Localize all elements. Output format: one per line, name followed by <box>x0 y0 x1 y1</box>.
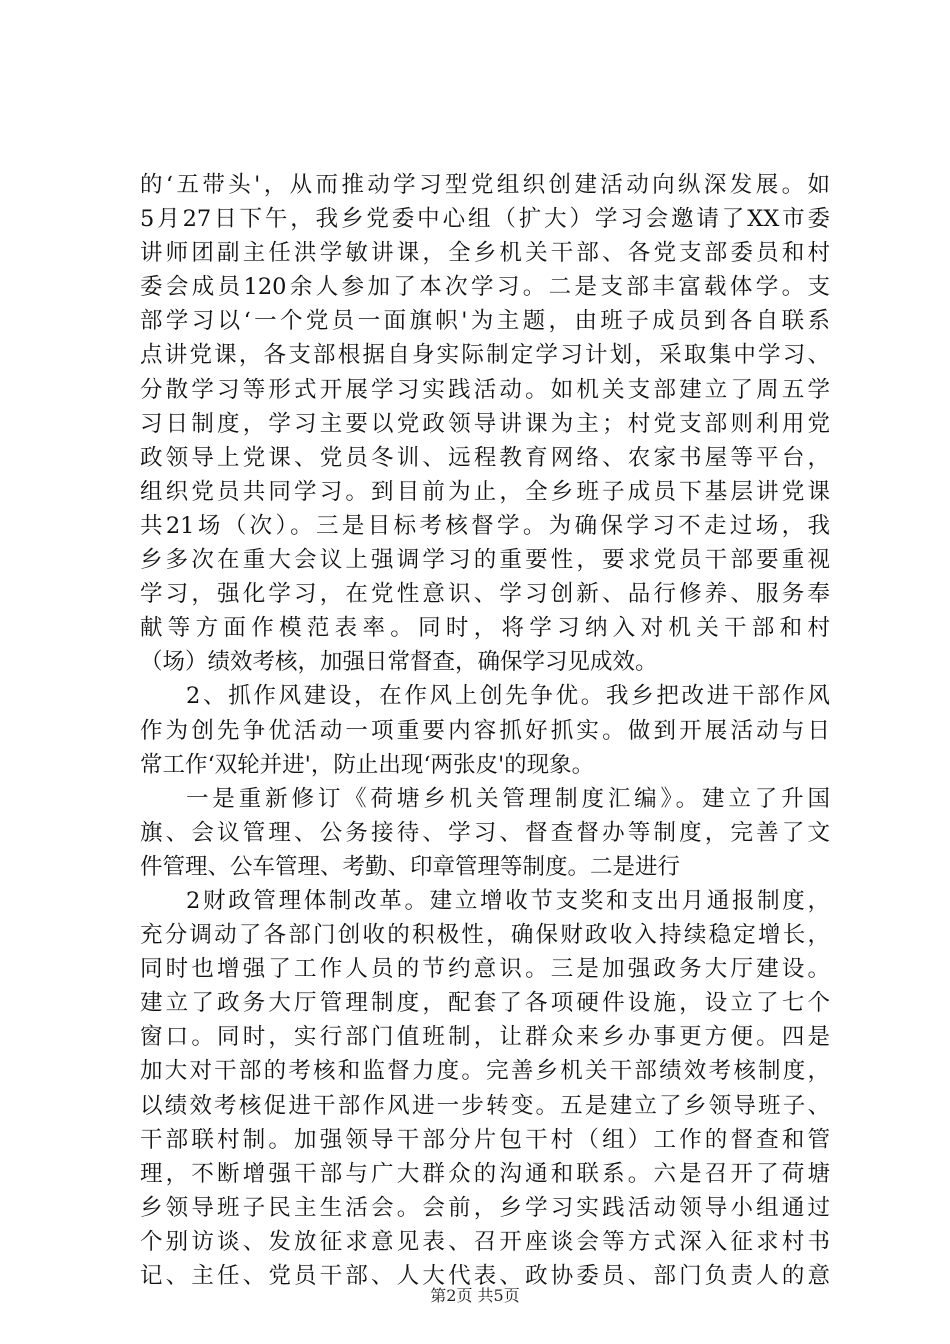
text-line: 一是重新修订《荷塘乡机关管理制度汇编》。建立了升国 <box>186 785 830 812</box>
text-line: 部学习以‘一个党员一面旗帜'为主题，由班子成员到各自联系 <box>140 308 830 335</box>
text-line: 共21场（次）。三是目标考核督学。为确保学习不走过场，我 <box>140 512 830 539</box>
body-text <box>140 168 830 1293</box>
text-line: 件管理、公车管理、考勤、印章管理等制度。二是进行 <box>140 853 681 880</box>
text-line: 充分调动了各部门创收的积极性，确保财政收入持续稳定增长， <box>140 922 830 949</box>
text-line: 习日制度，学习主要以党政领导讲课为主；村党支部则利用党 <box>140 410 830 437</box>
page-number-footer: 第2页 共5页 <box>430 1286 520 1305</box>
text-line: 点讲党课，各支部根据自身实际制定学习计划，采取集中学习、 <box>140 342 830 369</box>
text-line: 以绩效考核促进干部作风进一步转变。五是建立了乡领导班子、 <box>140 1092 830 1119</box>
text-line: 的‘五带头'，从而推动学习型党组织创建活动向纵深发展。如 <box>140 172 830 198</box>
text-line: 同时也增强了工作人员的节约意识。三是加强政务大厅建设。 <box>140 956 830 983</box>
text-line: 常工作‘双轮并进'，防止出现‘两张皮'的现象。 <box>140 751 595 778</box>
text-line: 作为创先争优活动一项重要内容抓好抓实。做到开展活动与日 <box>140 717 830 744</box>
text-line: 2、抓作风建设，在作风上创先争优。我乡把改进干部作风 <box>186 683 830 710</box>
text-line: 旗、会议管理、公务接待、学习、督查督办等制度，完善了文 <box>140 819 830 846</box>
text-line: 讲师团副主任洪学敏讲课，全乡机关干部、各党支部委员和村 <box>140 240 830 267</box>
text-line: 建立了政务大厅管理制度，配套了各项硬件设施，设立了七个 <box>140 990 830 1017</box>
text-line: 献等方面作模范表率。同时，将学习纳入对机关干部和村 <box>140 615 830 642</box>
text-line: 个别访谈、发放征求意见表、召开座谈会等方式深入征求村书 <box>140 1228 830 1255</box>
text-line: 加大对干部的考核和监督力度。完善乡机关干部绩效考核制度， <box>140 1058 830 1085</box>
text-line: 干部联村制。加强领导干部分片包干村（组）工作的督查和管 <box>140 1126 830 1153</box>
text-line: 记、主任、党员干部、人大代表、政协委员、部门负责人的意 <box>140 1263 830 1289</box>
text-line: 学习，强化学习，在党性意识、学习创新、品行修养、服务奉 <box>140 581 830 608</box>
text-line: 理，不断增强干部与广大群众的沟通和联系。六是召开了荷塘 <box>140 1160 830 1187</box>
text-line: 组织党员共同学习。到目前为止，全乡班子成员下基层讲党课 <box>140 478 830 505</box>
text-line: 5月27日下午，我乡党委中心组（扩大）学习会邀请了XX市委 <box>140 206 830 233</box>
text-line: 窗口。同时，实行部门值班制，让群众来乡办事更方便。四是 <box>140 1024 830 1051</box>
text-line: 2财政管理体制改革。建立增收节支奖和支出月通报制度， <box>186 887 830 914</box>
text-line: （场）绩效考核，加强日常督查，确保学习见成效。 <box>140 649 658 676</box>
text-line: 政领导上党课、党员冬训、远程教育网络、农家书屋等平台， <box>140 444 830 471</box>
text-line: 乡领导班子民主生活会。会前，乡学习实践活动领导小组通过 <box>140 1194 830 1221</box>
text-line: 分散学习等形式开展学习实践活动。如机关支部建立了周五学 <box>140 376 830 403</box>
text-line: 委会成员120余人参加了本次学习。二是支部丰富载体学。支 <box>140 274 830 301</box>
text-line: 乡多次在重大会议上强调学习的重要性，要求党员干部要重视 <box>140 547 830 574</box>
